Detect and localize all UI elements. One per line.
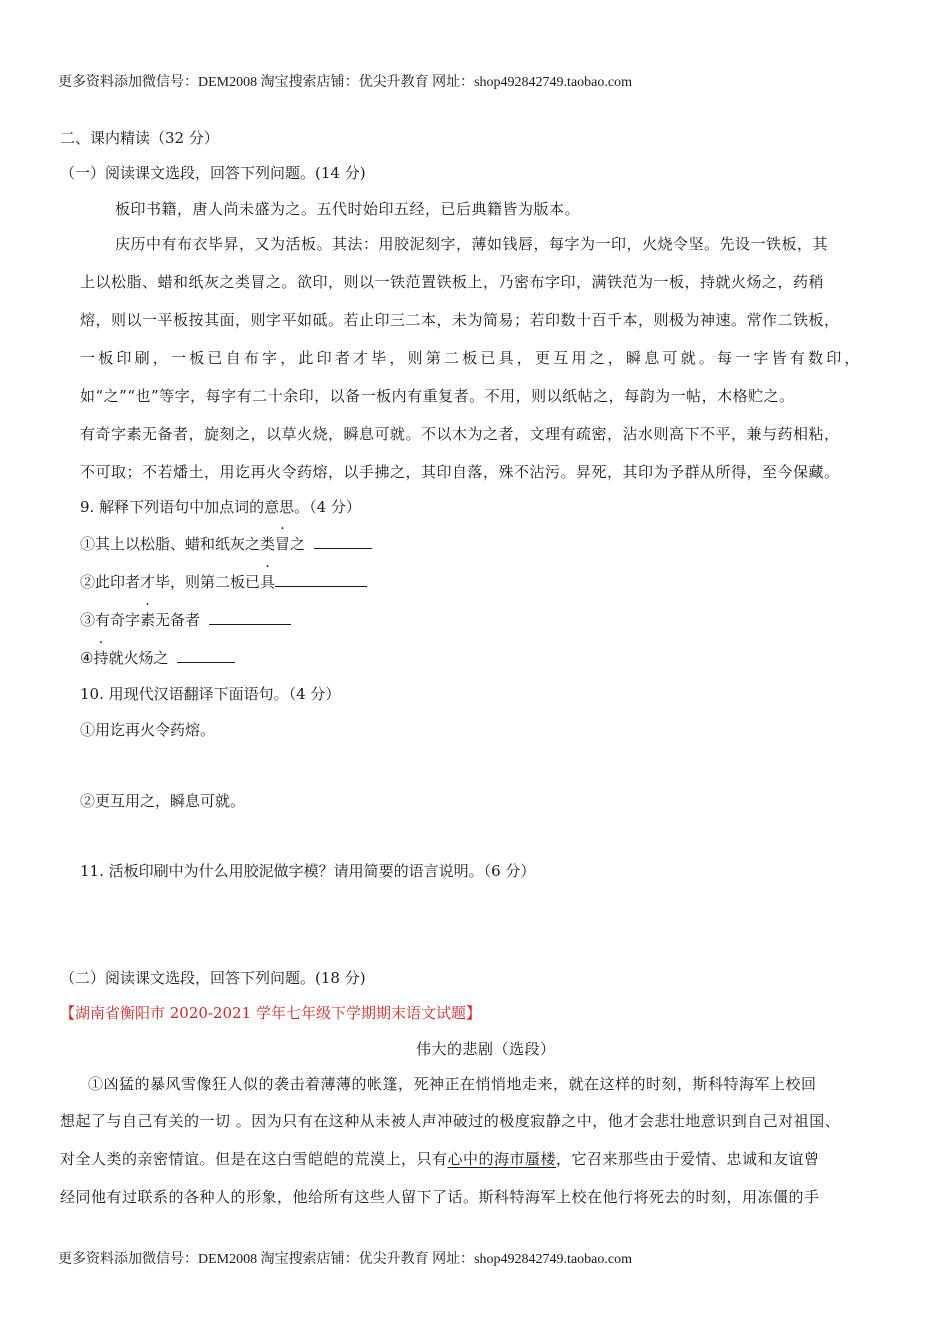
passage-line: 想起了与自己有关的一切 。因为只有在这种从未被人声冲破过的极度寂静之中，他才会悲壮地意识到自己对祖国、 bbox=[60, 1112, 841, 1130]
answer-blank[interactable] bbox=[275, 572, 367, 587]
section-title: 二、课内精读（32 分） bbox=[60, 129, 219, 147]
passage-line: 如“之”“也”等字，每字有二十余印，以备一板内有重复者。不用，则以纸帖之，每韵为一帖，木格贮之。 bbox=[80, 387, 795, 405]
passage-title: 伟大的悲剧（选段） bbox=[416, 1040, 556, 1058]
dotted-word: 素 bbox=[140, 611, 156, 629]
answer-blank[interactable] bbox=[314, 534, 372, 549]
answer-blank[interactable] bbox=[209, 610, 291, 625]
question-9-item-1: ①其上以松脂、蜡和纸灰之类冒之 bbox=[80, 533, 372, 554]
question-10-item-2: ②更互用之，瞬息可就。 bbox=[80, 792, 246, 810]
question-11-title: 11. 活板印刷中为什么用胶泥做字模？请用简要的语言说明。（6 分） bbox=[80, 862, 536, 880]
question-9-title: 9. 解释下列语句中加点词的意思。（4 分） bbox=[80, 498, 361, 516]
question-10-title: 10. 用现代汉语翻译下面语句。（4 分） bbox=[80, 685, 341, 703]
page-footer: 更多资料添加微信号：DEM2008 淘宝搜索店铺：优尖升教育 网址：shop492842749.taobao.com bbox=[58, 1252, 632, 1267]
passage-line: 有奇字素无备者，旋刻之，以草火烧，瞬息可就。不以木为之者，文理有疏密，沾水则高下不平，兼与药相粘， bbox=[80, 425, 840, 443]
passage-line: 一板印刷，一板已自布字，此印者才毕，则第二板已具，更互用之，瞬息可就。每一字皆有数印， bbox=[80, 349, 863, 367]
page-header: 更多资料添加微信号：DEM2008 淘宝搜索店铺：优尖升教育 网址：shop492842749.taobao.com bbox=[58, 75, 632, 90]
source-label: 【湖南省衡阳市 2020-2021 学年七年级下学期期末语文试题】 bbox=[60, 1004, 481, 1022]
answer-blank[interactable] bbox=[177, 648, 235, 663]
part2-title: （二）阅读课文选段，回答下列问题。(18 分) bbox=[60, 969, 366, 987]
passage-line: 熔，则以一平板按其面，则字平如砥。若止印三二本，未为简易；若印数十百千本，则极为神速。常作二铁板， bbox=[80, 311, 840, 329]
passage-line: 上以松脂、蜡和纸灰之类冒之。欲印，则以一铁范置铁板上，乃密布字印，满铁范为一板，持就火炀之，药稍 bbox=[80, 273, 825, 291]
question-9-item-3: ③有奇字素无备者 bbox=[80, 609, 291, 630]
underlined-phrase: 心中的海市蜃楼 bbox=[447, 1150, 557, 1168]
dotted-word: 冒 bbox=[275, 535, 291, 553]
question-9-item-4: ④持就火炀之 bbox=[80, 647, 235, 668]
part1-title: （一）阅读课文选段，回答下列问题。(14 分) bbox=[60, 164, 366, 182]
passage-line: 对全人类的亲密情谊。但是在这白雪皑皑的荒漠上，只有心中的海市蜃楼，它召来那些由于爱情、忠诚和友谊曾 bbox=[60, 1150, 820, 1168]
passage-line: ①凶猛的暴风雪像狂人似的袭击着薄薄的帐篷，死神正在悄悄地走来，就在这样的时刻，斯科特海军上校回 bbox=[88, 1075, 817, 1093]
dotted-word: 具 bbox=[260, 573, 276, 591]
passage-line: 经同他有过联系的各种人的形象，他给所有这些人留下了话。斯科特海军上校在他行将死去的时刻，用冻僵的手 bbox=[60, 1188, 820, 1206]
dotted-word: 持 bbox=[93, 649, 109, 667]
question-9-item-2: ②此印者才毕，则第二板已具 bbox=[80, 571, 367, 592]
question-10-item-1: ①用讫再火令药熔。 bbox=[80, 721, 216, 739]
passage-paragraph-1: 板印书籍，唐人尚未盛为之。五代时始印五经，已后典籍皆为版本。 bbox=[115, 200, 581, 218]
passage-line: 不可取；不若燔土，用讫再火令药熔，以手拂之，其印自落，殊不沾污。昇死，其印为予群从所得，至今保藏。 bbox=[80, 463, 840, 481]
passage-line: 庆历中有布衣毕昇，又为活板。其法：用胶泥刻字，薄如钱唇，每字为一印，火烧令坚。先设一铁板，其 bbox=[115, 235, 829, 253]
